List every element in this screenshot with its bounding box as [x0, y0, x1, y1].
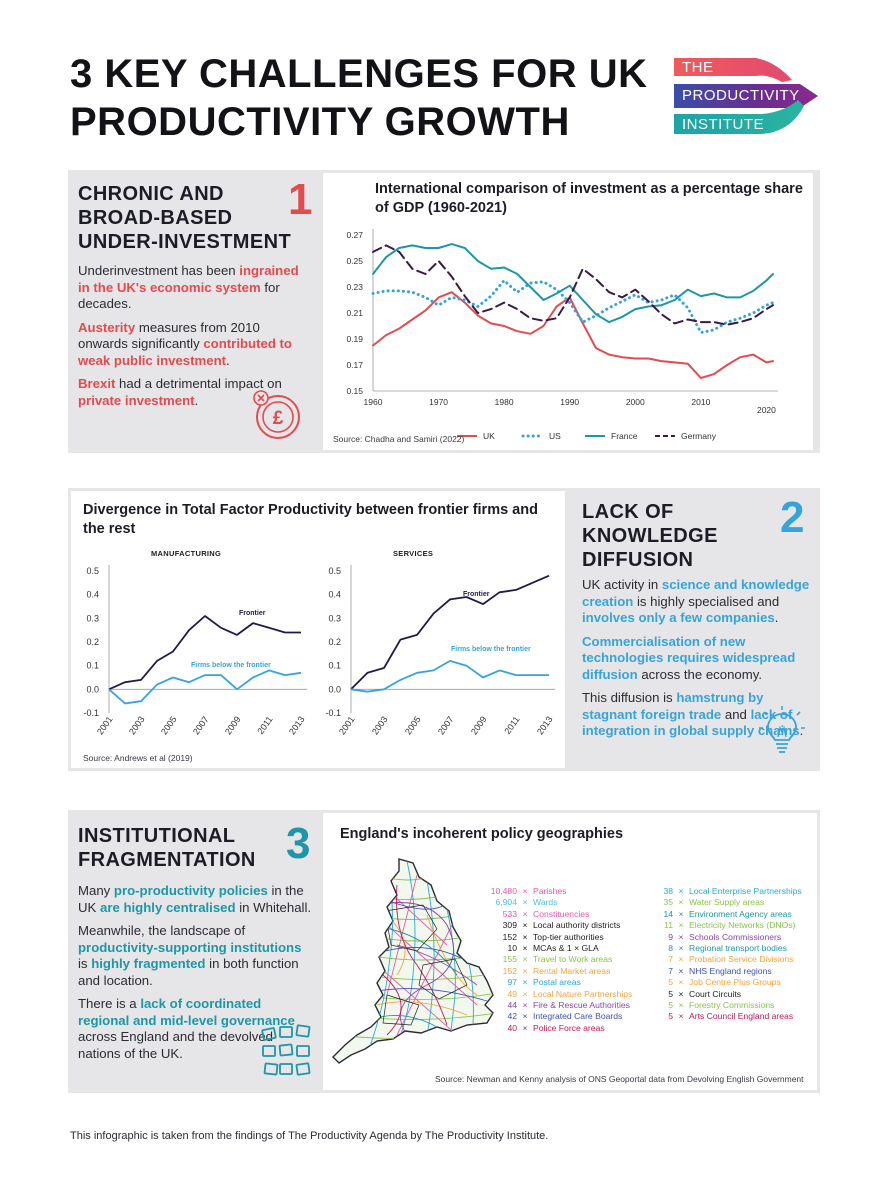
paragraph [582, 577, 812, 627]
legend-count: 11 [664, 920, 673, 931]
below-frontier-label: Firms below the frontier [191, 662, 271, 669]
section-2-title: LACK OF KNOWLEDGE DIFFUSION [582, 501, 718, 571]
legend-cross-icon: × [522, 1022, 528, 1033]
legend-row [487, 932, 657, 943]
legend-count: 6,904 [495, 897, 517, 908]
x-tick-label: 1970 [429, 397, 449, 407]
y-tick-label: 0.2 [86, 637, 99, 647]
legend-label: Local authority districts [533, 920, 621, 931]
tfp-chart-title: Divergence in Total Factor Productivity between frontier firms and the rest [83, 502, 538, 537]
legend-count: 40 [507, 1022, 517, 1033]
body-text-span: in both function and location. [78, 956, 299, 988]
x-tick-label: 2009 [468, 714, 489, 737]
section-2-panel [68, 488, 820, 771]
legend-count: 7 [668, 965, 673, 976]
legend-row [643, 966, 815, 977]
legend-count: 38 [663, 886, 673, 896]
investment-chart-title: International comparison of investment as a percentage share of GDP (1960-2021) [375, 181, 803, 216]
policy-geographies-card [323, 813, 817, 1090]
x-tick-label: 1980 [494, 397, 514, 407]
legend-count: 8 [668, 943, 673, 954]
legend-row [643, 1000, 815, 1011]
legend-label: Electricity Networks (DNOs) [689, 920, 796, 931]
legend-row [643, 886, 815, 897]
highlight-text: productivity-supporting institutions [78, 939, 302, 955]
paragraph [582, 634, 812, 684]
legend-label: Police Force areas [533, 1022, 605, 1033]
body-text-span: across the economy. [637, 666, 763, 682]
y-tick-label: 0.5 [86, 566, 99, 576]
legend-row [643, 932, 815, 943]
x-tick-label: 2005 [158, 714, 179, 737]
legend-count: 533 [502, 908, 517, 919]
section-3-title: INSTITUTIONAL FRAGMENTATION [78, 825, 256, 871]
legend-count: 152 [502, 931, 517, 942]
legend-count: 10 [507, 943, 517, 954]
legend-cross-icon: × [678, 943, 684, 954]
legend-cross-icon: × [678, 931, 684, 942]
legend-count: 5 [668, 1000, 673, 1011]
legend-left-column [487, 886, 657, 1034]
body-text-span: . [226, 352, 230, 368]
x-tick-label: 2001 [94, 714, 115, 737]
legend-cross-icon: × [678, 977, 684, 988]
investment-chart-card [323, 173, 813, 450]
legend-row [487, 989, 657, 1000]
legend-label: Job Centre Plus Groups [689, 977, 781, 988]
legend-count: 7 [668, 954, 673, 965]
highlight-text: lack of integration in global supply chains [582, 706, 800, 738]
legend-cross-icon: × [678, 954, 684, 965]
y-tick-label: 0.0 [328, 684, 341, 695]
legend-row [643, 1011, 815, 1022]
legend-row [643, 920, 815, 931]
y-tick-label: 0.4 [86, 589, 99, 600]
svg-text:£: £ [272, 408, 284, 429]
highlight-text: lack of coordinated regional and mid-level governance [78, 996, 295, 1028]
productivity-institute-logo [672, 52, 822, 140]
legend-count: 35 [663, 897, 673, 908]
legend-label: Integrated Care Boards [533, 1011, 623, 1022]
x-tick-label: 2007 [435, 714, 456, 737]
legend-label: Schools Commissioners [689, 931, 782, 942]
legend-label: Postal areas [533, 977, 581, 988]
legend-label: Arts Council England areas [689, 1011, 794, 1022]
legend-count: 5 [668, 1011, 673, 1022]
highlight-text: ingrained in the UK's economic system [78, 263, 299, 295]
legend-cross-icon: × [678, 920, 684, 931]
legend-label: Parishes [533, 886, 567, 896]
legend-count: 152 [502, 965, 517, 976]
x-tick-label: 2003 [126, 714, 147, 737]
legend-label: Water Supply areas [689, 897, 765, 908]
x-tick-label: 2010 [691, 397, 711, 407]
legend-cross-icon: × [678, 908, 684, 919]
series-line-france [373, 244, 773, 322]
x-tick-label: 2005 [402, 714, 423, 737]
body-text-span: in the UK [78, 883, 304, 915]
legend-cross-icon: × [678, 988, 684, 999]
body-text-span: for decades. [78, 279, 280, 311]
x-tick-label: 2007 [190, 714, 211, 737]
paragraph [78, 883, 313, 916]
body-text-span: is highly specialised and [633, 593, 780, 609]
highlight-text: pro-productivity policies [113, 883, 268, 898]
legend-count: 9 [668, 931, 673, 942]
legend-cross-icon: × [678, 886, 684, 896]
y-tick-label: 0.25 [346, 256, 363, 266]
investment-chart-source: Source: Chadha and Samiri (2022) [333, 434, 465, 444]
body-text-span: There is a [78, 996, 141, 1011]
legend-cross-icon: × [522, 897, 528, 908]
legend-count: 10,480 [490, 886, 517, 896]
body-text-span: Underinvestment has been [78, 263, 240, 278]
legend-right-column [643, 886, 815, 1023]
body-text-span: in Whitehall. [235, 899, 312, 915]
paragraph [78, 320, 310, 370]
y-tick-label: 0.23 [346, 282, 363, 292]
body-text-span: . [194, 392, 199, 408]
legend-row [487, 966, 657, 977]
highlight-text: Austerity [78, 319, 136, 335]
highlight-text: Commercialisation of new technologies requires widespread diffusion [582, 633, 796, 682]
legend-row [643, 954, 815, 965]
policy-geographies-title: England's incoherent policy geographies [340, 826, 624, 842]
y-tick-label: 0.1 [328, 660, 341, 671]
legend-row [643, 943, 815, 954]
body-text-span: This diffusion is [582, 690, 677, 705]
x-tick-label: 2001 [336, 714, 357, 737]
highlight-text: contributed to weak public investment [78, 336, 292, 368]
legend-label-germany: Germany [681, 431, 716, 441]
body-text-span: had a detrimental impact on [115, 376, 282, 391]
y-tick-label: -0.1 [83, 708, 99, 718]
legend-row [487, 954, 657, 965]
legend-row [487, 1023, 657, 1034]
legend-row [487, 897, 657, 908]
highlight-text: are highly centralised [99, 899, 236, 915]
legend-label: Regional transport bodies [689, 943, 787, 954]
legend-row [487, 977, 657, 988]
legend-row [487, 1000, 657, 1011]
legend-label: Court Circuits [689, 988, 742, 999]
below-frontier-label: Firms below the frontier [451, 646, 531, 653]
body-text-span: UK activity in [582, 577, 662, 592]
frontier-series-line [109, 616, 301, 689]
legend-row [487, 886, 657, 897]
y-tick-label: 0.3 [86, 613, 99, 624]
policy-geographies-source: Source: Newman and Kenny analysis of ONS Geoportal data from Devolving English Government [435, 1074, 804, 1084]
legend-label-us: US [549, 431, 561, 441]
x-tick-label: 2020 [756, 405, 776, 415]
x-tick-label: 2013 [534, 714, 555, 737]
legend-count: 42 [507, 1011, 517, 1022]
lightbulb-icon [758, 704, 806, 756]
section-3-panel [68, 810, 820, 1093]
legend-count: 5 [668, 988, 673, 999]
frontier-label: Frontier [463, 591, 490, 598]
fragmented-grid-icon [260, 1024, 312, 1080]
series-line-uk [373, 292, 773, 378]
pound-coin-icon [250, 388, 304, 442]
below-frontier-series-line [109, 670, 301, 703]
y-tick-label: 0.27 [346, 230, 363, 240]
legend-row [643, 897, 815, 908]
legend-label-france: France [611, 431, 638, 441]
legend-cross-icon: × [522, 931, 528, 942]
x-tick-label: 2000 [625, 397, 645, 407]
paragraph [78, 923, 313, 989]
legend-count: 44 [507, 1000, 517, 1011]
legend-label: NHS England regions [689, 965, 772, 976]
manufacturing-subtitle: MANUFACTURING [151, 549, 222, 558]
y-tick-label: 0.19 [346, 334, 363, 344]
logo-line-3: INSTITUTE [682, 116, 764, 133]
highlight-text: science and knowledge creation [582, 577, 810, 609]
body-text-span: . [799, 723, 804, 738]
body-text-span: Many [78, 883, 114, 898]
y-tick-label: 0.3 [328, 613, 341, 624]
legend-label: Local Nature Partnerships [533, 988, 633, 999]
investment-line-chart [323, 221, 813, 450]
legend-label-uk: UK [483, 431, 495, 441]
tfp-chart-source: Source: Andrews et al (2019) [83, 753, 193, 763]
section-1-number: 1 [288, 175, 313, 224]
x-tick-label: 2009 [222, 714, 243, 737]
y-tick-label: 0.15 [346, 386, 363, 396]
services-subtitle: SERVICES [393, 549, 434, 558]
legend-cross-icon: × [522, 886, 528, 896]
legend-label: Environment Agency areas [689, 908, 792, 919]
highlight-text: highly fragmented [91, 956, 206, 971]
body-text-span: is [78, 956, 92, 971]
legend-row [643, 909, 815, 920]
highlight-text: Brexit [78, 376, 116, 391]
legend-count: 49 [507, 988, 517, 999]
body-text-span: across England and the devolved nations of the UK. [78, 1029, 274, 1061]
legend-count: 14 [663, 908, 673, 919]
legend-row [643, 977, 815, 988]
legend-cross-icon: × [522, 908, 528, 919]
highlight-text: involves only a few companies [582, 610, 775, 625]
legend-count: 309 [502, 920, 517, 931]
x-tick-label: 1960 [363, 397, 383, 407]
legend-row [487, 1011, 657, 1022]
legend-row [487, 943, 657, 954]
legend-label: Rental Market areas [533, 965, 611, 976]
section-1-title: CHRONIC AND BROAD-BASED UNDER-INVESTMENT [78, 183, 292, 253]
legend-cross-icon: × [678, 897, 684, 908]
legend-count: 155 [502, 954, 517, 965]
legend-cross-icon: × [522, 965, 528, 976]
y-tick-label: 0.21 [346, 308, 363, 318]
legend-count: 5 [668, 977, 673, 988]
body-text-span: Meanwhile, the landscape of [78, 923, 246, 938]
manufacturing-line-chart [71, 559, 313, 749]
section-2-number: 2 [780, 493, 805, 542]
legend-cross-icon: × [522, 920, 528, 931]
legend-label: Probation Service Divisions [689, 954, 794, 965]
frontier-series-line [351, 576, 549, 690]
legend-row [487, 909, 657, 920]
logo-line-1: THE [682, 59, 714, 76]
legend-label: Wards [533, 897, 558, 908]
footer-note: This infographic is taken from the findings of The Productivity Agenda by The Productivity Institute. [70, 1130, 549, 1142]
legend-label: Local Enterprise Partnerships [689, 886, 802, 896]
y-tick-label: 0.2 [328, 637, 341, 647]
section-3-number: 3 [286, 819, 311, 868]
x-tick-label: 2011 [255, 714, 275, 737]
y-tick-label: 0.0 [86, 684, 99, 695]
paragraph [78, 263, 310, 313]
frontier-label: Frontier [239, 610, 266, 617]
legend-label: Top-tier authorities [533, 931, 604, 942]
page-title: 3 KEY CHALLENGES FOR UK PRODUCTIVITY GROWTH [70, 52, 648, 144]
y-tick-label: 0.4 [328, 589, 341, 600]
series-line-germany [373, 245, 773, 324]
highlight-text: hamstrung by stagnant foreign trade [582, 690, 764, 722]
legend-cross-icon: × [522, 1011, 528, 1022]
legend-row [643, 989, 815, 1000]
tfp-chart-card [71, 491, 565, 768]
x-tick-label: 2011 [502, 714, 522, 737]
x-tick-label: 2003 [369, 714, 390, 737]
body-text-span: . [774, 610, 779, 625]
body-text-span: measures from 2010 onwards significantly [78, 319, 260, 351]
legend-cross-icon: × [522, 988, 528, 999]
legend-cross-icon: × [522, 1000, 528, 1011]
y-tick-label: 0.5 [328, 566, 341, 576]
legend-cross-icon: × [522, 943, 528, 954]
legend-row [487, 920, 657, 931]
legend-label: Fire & Rescue Authorities [533, 1000, 630, 1011]
legend-cross-icon: × [522, 977, 528, 988]
legend-count: 97 [507, 977, 517, 988]
logo-line-2: PRODUCTIVITY [682, 87, 800, 104]
y-tick-label: -0.1 [325, 708, 341, 718]
legend-label: MCAs & 1 × GLA [533, 943, 599, 954]
x-tick-label: 1990 [560, 397, 580, 407]
legend-label: Travel to Work areas [533, 954, 613, 965]
x-tick-label: 2013 [286, 714, 307, 737]
section-1-panel [68, 170, 820, 453]
highlight-text: private investment [78, 392, 195, 408]
below-frontier-series-line [351, 661, 549, 692]
y-tick-label: 0.1 [86, 660, 99, 671]
legend-label: Forestry Commissions [689, 1000, 775, 1011]
legend-cross-icon: × [522, 954, 528, 965]
legend-label: Constituencies [533, 908, 590, 919]
legend-cross-icon: × [678, 1011, 684, 1022]
services-line-chart [313, 559, 563, 749]
y-tick-label: 0.17 [346, 360, 363, 370]
legend-cross-icon: × [678, 965, 684, 976]
legend-cross-icon: × [678, 1000, 684, 1011]
body-text-span: and [721, 706, 751, 722]
england-map-icon [327, 855, 503, 1071]
